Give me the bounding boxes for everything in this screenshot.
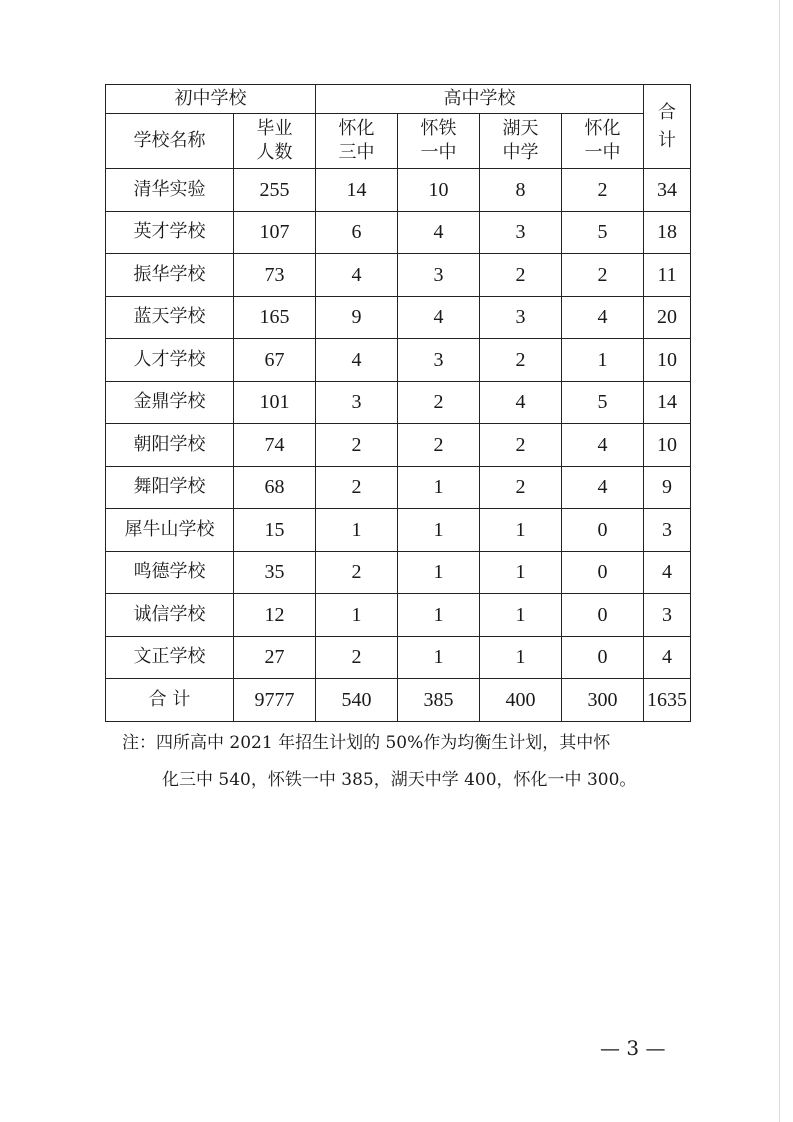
header-senior-school-1 [316,114,398,169]
page-edge-line [779,0,780,1122]
note-line-1: 注：四所高中 2021 年招生计划的 50%作为均衡生计划，其中怀 [122,733,611,753]
cell-school-name: 鸣德学校 [106,551,234,594]
cell-graduates: 165 [234,296,316,339]
cell-senior-school-3: 3 [480,296,562,339]
cell-senior-school-3: 1 [480,551,562,594]
cell-graduates: 73 [234,254,316,297]
header-senior-school-1-line2: 三中 [338,142,375,163]
cell-senior-school-2: 4 [398,211,480,254]
cell-senior-school-3: 4 [480,381,562,424]
cell-senior-school-3: 1 [480,509,562,552]
cell-graduates: 255 [234,169,316,212]
header-senior-school-4-line2: 一中 [584,142,621,163]
header-graduates [234,114,316,169]
cell-school-name: 犀牛山学校 [106,509,234,552]
cell-senior-school-2: 3 [398,254,480,297]
cell-senior-school-4: 2 [562,254,644,297]
header-senior-school-2 [398,114,480,169]
cell-senior-school-1: 6 [316,211,398,254]
summary-senior-school-1: 540 [316,679,398,722]
cell-school-name: 舞阳学校 [106,466,234,509]
cell-graduates: 101 [234,381,316,424]
cell-senior-school-1: 1 [316,509,398,552]
cell-senior-school-3: 2 [480,424,562,467]
header-senior-schools: 高中学校 [316,85,644,114]
cell-senior-school-2: 4 [398,296,480,339]
page-number: — 3 — [600,1036,666,1060]
table-row [106,594,691,637]
header-total: 合 计 [644,85,691,169]
cell-senior-school-1: 2 [316,551,398,594]
cell-school-name: 金鼎学校 [106,381,234,424]
cell-senior-school-2: 1 [398,594,480,637]
header-row-groups [106,85,691,114]
cell-graduates: 107 [234,211,316,254]
cell-senior-school-4: 4 [562,466,644,509]
cell-graduates: 12 [234,594,316,637]
cell-row-total: 11 [644,254,691,297]
table-row [106,551,691,594]
enrollment-plan-table [105,84,691,722]
cell-senior-school-4: 0 [562,636,644,679]
table-row [106,296,691,339]
cell-senior-school-1: 2 [316,466,398,509]
cell-school-name: 朝阳学校 [106,424,234,467]
cell-row-total: 9 [644,466,691,509]
cell-senior-school-2: 2 [398,424,480,467]
header-senior-school-3-line1: 湖天 [502,118,539,139]
cell-school-name: 人才学校 [106,339,234,382]
cell-school-name: 清华实验 [106,169,234,212]
table-row [106,381,691,424]
cell-senior-school-1: 2 [316,424,398,467]
header-senior-school-4-line1: 怀化 [584,118,621,139]
cell-senior-school-2: 3 [398,339,480,382]
table-row [106,211,691,254]
cell-senior-school-4: 4 [562,296,644,339]
cell-senior-school-4: 2 [562,169,644,212]
cell-graduates: 67 [234,339,316,382]
cell-senior-school-2: 1 [398,636,480,679]
cell-senior-school-4: 1 [562,339,644,382]
cell-school-name: 诚信学校 [106,594,234,637]
cell-senior-school-4: 5 [562,381,644,424]
cell-senior-school-2: 10 [398,169,480,212]
cell-school-name: 振华学校 [106,254,234,297]
cell-graduates: 35 [234,551,316,594]
cell-senior-school-4: 0 [562,551,644,594]
cell-row-total: 14 [644,381,691,424]
cell-graduates: 15 [234,509,316,552]
cell-senior-school-3: 2 [480,254,562,297]
cell-senior-school-4: 4 [562,424,644,467]
cell-senior-school-3: 8 [480,169,562,212]
table-row [106,339,691,382]
header-graduates-line2: 人数 [256,142,293,163]
cell-senior-school-2: 2 [398,381,480,424]
header-graduates-line1: 毕业 [256,118,293,139]
table-row [106,466,691,509]
note-line-2: 化三中 540，怀铁一中 385，湖天中学 400，怀化一中 300。 [162,770,637,790]
cell-senior-school-1: 9 [316,296,398,339]
header-school-name: 学校名称 [106,114,234,169]
cell-row-total: 10 [644,424,691,467]
cell-senior-school-4: 0 [562,594,644,637]
cell-row-total: 4 [644,551,691,594]
cell-row-total: 34 [644,169,691,212]
cell-graduates: 68 [234,466,316,509]
cell-senior-school-4: 5 [562,211,644,254]
cell-row-total: 10 [644,339,691,382]
cell-senior-school-1: 3 [316,381,398,424]
cell-row-total: 3 [644,594,691,637]
cell-senior-school-2: 1 [398,466,480,509]
cell-school-name: 蓝天学校 [106,296,234,339]
cell-senior-school-2: 1 [398,551,480,594]
cell-senior-school-1: 2 [316,636,398,679]
table-row [106,169,691,212]
table-row [106,636,691,679]
header-senior-school-2-line2: 一中 [420,142,457,163]
cell-row-total: 20 [644,296,691,339]
cell-row-total: 3 [644,509,691,552]
summary-senior-school-4: 300 [562,679,644,722]
summary-total: 1635 [644,679,691,722]
cell-senior-school-3: 2 [480,466,562,509]
summary-graduates: 9777 [234,679,316,722]
cell-graduates: 74 [234,424,316,467]
table-row [106,509,691,552]
header-senior-school-4 [562,114,644,169]
summary-row [106,679,691,722]
summary-label: 合 计 [106,679,234,722]
cell-row-total: 18 [644,211,691,254]
header-senior-school-1-line1: 怀化 [338,118,375,139]
table-body [106,169,691,679]
header-senior-school-3-line2: 中学 [502,142,539,163]
cell-senior-school-2: 1 [398,509,480,552]
header-junior-schools: 初中学校 [106,85,316,114]
table-row [106,424,691,467]
cell-senior-school-1: 1 [316,594,398,637]
summary-senior-school-2: 385 [398,679,480,722]
cell-senior-school-3: 2 [480,339,562,382]
summary-senior-school-3: 400 [480,679,562,722]
cell-senior-school-1: 14 [316,169,398,212]
cell-senior-school-3: 3 [480,211,562,254]
header-row-columns [106,114,691,169]
header-senior-school-3 [480,114,562,169]
header-senior-school-2-line1: 怀铁 [420,118,457,139]
cell-senior-school-1: 4 [316,339,398,382]
cell-graduates: 27 [234,636,316,679]
cell-senior-school-3: 1 [480,594,562,637]
cell-senior-school-3: 1 [480,636,562,679]
cell-senior-school-1: 4 [316,254,398,297]
cell-school-name: 文正学校 [106,636,234,679]
cell-row-total: 4 [644,636,691,679]
cell-school-name: 英才学校 [106,211,234,254]
table-row [106,254,691,297]
cell-senior-school-4: 0 [562,509,644,552]
